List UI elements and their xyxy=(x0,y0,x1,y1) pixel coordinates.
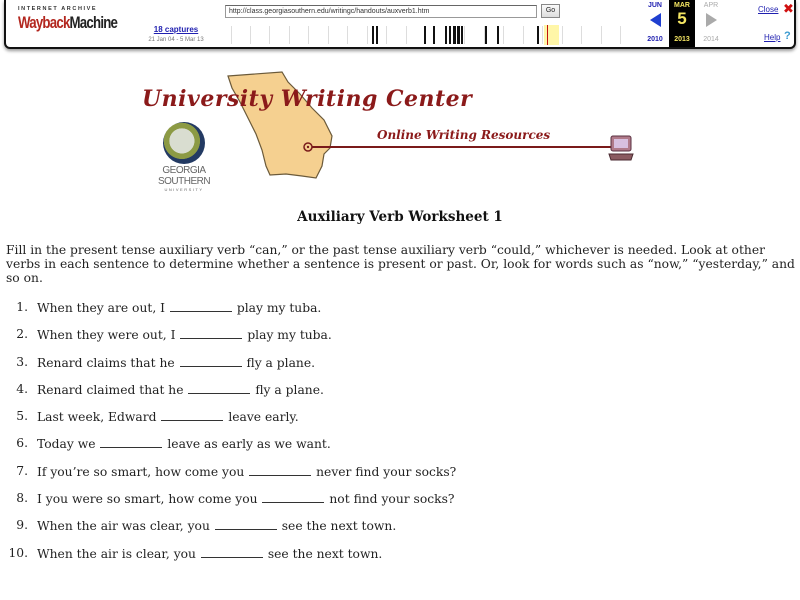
question-text-after: fly a plane. xyxy=(246,355,316,370)
logo-wayback-part: Wayback xyxy=(18,13,70,32)
question-item xyxy=(0,436,800,463)
question-text-before: Renard claims that he xyxy=(37,355,175,370)
question-number: 8. xyxy=(16,491,28,506)
answer-blank xyxy=(180,355,242,367)
page-title: Auxiliary Verb Worksheet 1 xyxy=(297,209,503,225)
online-writing-resources-title: Online Writing Resources xyxy=(377,128,551,142)
computer-icon xyxy=(607,134,635,162)
timeline-year-divider xyxy=(523,26,524,44)
timeline-year-divider xyxy=(601,26,602,44)
capture-bar[interactable] xyxy=(449,26,451,44)
timeline-year-divider xyxy=(581,26,582,44)
question-item xyxy=(0,409,800,436)
current-month: MAR xyxy=(674,2,690,9)
question-number: 3. xyxy=(16,354,28,369)
capture-bar[interactable] xyxy=(453,26,456,44)
answer-blank xyxy=(100,436,162,448)
close-icon[interactable]: ✖ xyxy=(783,2,794,17)
current-capture xyxy=(669,0,695,47)
timeline-year-divider xyxy=(250,26,251,44)
question-item xyxy=(0,464,800,491)
capture-bar[interactable] xyxy=(497,26,499,44)
answer-blank xyxy=(249,464,311,476)
captures-link[interactable]: 18 captures xyxy=(153,25,199,34)
timeline-year-divider xyxy=(406,26,407,44)
prev-arrow-icon[interactable] xyxy=(650,13,661,27)
timeline-year-divider xyxy=(269,26,270,44)
question-text-after: see the next town. xyxy=(281,519,397,534)
timeline-year-divider xyxy=(386,26,387,44)
timeline-year-divider xyxy=(464,26,465,44)
capture-bar[interactable] xyxy=(424,26,426,44)
current-day: 5 xyxy=(677,9,687,28)
timeline-year-divider xyxy=(620,26,621,44)
answer-blank xyxy=(201,546,263,558)
answer-blank xyxy=(215,518,277,530)
question-number: 7. xyxy=(16,463,28,478)
previous-capture[interactable] xyxy=(642,0,668,47)
current-capture-marker xyxy=(547,25,548,45)
answer-blank xyxy=(180,327,242,339)
capture-bar[interactable] xyxy=(372,26,374,44)
wayback-logo[interactable] xyxy=(18,6,118,42)
logo-text-southern: SOUTHERN xyxy=(157,176,211,187)
question-text-before: When the air is clear, you xyxy=(37,546,196,561)
go-button[interactable]: Go xyxy=(541,4,560,18)
captures-info xyxy=(141,25,211,43)
timeline-year-divider xyxy=(367,26,368,44)
question-text-after: play my tuba. xyxy=(236,301,322,315)
question-text-before: When the air was clear, you xyxy=(37,519,210,534)
logo-wayback-text xyxy=(18,13,118,32)
logo-machine-part: Machine xyxy=(69,13,118,32)
question-text-before: If you’re so smart, how come you xyxy=(37,464,245,479)
timeline-year-divider xyxy=(308,26,309,44)
question-text-before: I you were so smart, how come you xyxy=(37,492,258,507)
question-text-after: fly a plane. xyxy=(255,382,324,397)
next-arrow-icon xyxy=(706,13,717,27)
question-item xyxy=(0,327,800,354)
question-text-after: not find your socks? xyxy=(329,492,455,507)
capture-bar[interactable] xyxy=(485,26,487,44)
capture-bar[interactable] xyxy=(457,26,460,44)
timeline-year-divider xyxy=(347,26,348,44)
timeline-year-divider xyxy=(562,26,563,44)
timeline-year-divider xyxy=(503,26,504,44)
question-text-after: play my tuba. xyxy=(247,328,332,343)
question-item xyxy=(0,382,800,409)
question-text-before: Today we xyxy=(37,437,96,452)
help-link[interactable]: Help xyxy=(764,33,781,42)
url-input[interactable]: http://class.georgiasouthern.edu/writingc/handouts/auxverb1.htm xyxy=(225,5,537,18)
answer-blank xyxy=(170,300,232,312)
georgia-southern-logo xyxy=(154,122,214,192)
question-text-before: Last week, Edward xyxy=(37,410,157,425)
logo-text-university: UNIVERSITY xyxy=(164,187,204,192)
help-icon[interactable]: ? xyxy=(784,30,791,42)
current-year: 2013 xyxy=(674,36,690,43)
question-text-before: Renard claimed that he xyxy=(37,382,184,397)
answer-blank xyxy=(161,409,223,421)
answer-blank xyxy=(262,491,324,503)
next-capture xyxy=(698,0,724,47)
question-text-after: never find your socks? xyxy=(316,464,457,479)
capture-bar[interactable] xyxy=(445,26,447,44)
question-text-after: leave early. xyxy=(228,410,299,425)
capture-bar[interactable] xyxy=(376,26,378,44)
question-item xyxy=(0,491,800,518)
capture-bar[interactable] xyxy=(537,26,539,44)
answer-blank xyxy=(188,382,250,394)
logo-text-georgia: GEORGIA xyxy=(162,165,206,176)
timeline-year-divider xyxy=(328,26,329,44)
question-number: 4. xyxy=(16,381,28,396)
question-item xyxy=(0,300,800,327)
question-item xyxy=(0,546,800,573)
question-text-after: see the next town. xyxy=(267,546,383,561)
question-list xyxy=(0,300,800,573)
prev-year[interactable]: 2010 xyxy=(647,36,663,43)
capture-calendar xyxy=(642,0,726,47)
logo-internet-archive-text: INTERNET ARCHIVE xyxy=(18,6,98,12)
writing-center-title: University Writing Center xyxy=(142,86,473,112)
question-item xyxy=(0,355,800,382)
georgia-map-icon xyxy=(220,62,360,192)
question-number: 2. xyxy=(16,327,28,342)
question-text-before: When they were out, I xyxy=(37,328,176,343)
capture-timeline[interactable] xyxy=(211,24,641,46)
question-text-after: leave as early as we want. xyxy=(167,437,331,452)
wayback-toolbar xyxy=(4,0,796,49)
timeline-year-divider xyxy=(231,26,232,44)
prev-month[interactable]: JUN xyxy=(647,2,662,9)
connector-line xyxy=(303,142,613,152)
question-number: 1. xyxy=(16,300,28,314)
instructions: Fill in the present tense auxiliary verb “can,” or the past tense auxiliary verb “could,” whichever is needed. Look at other verbs in each sentence to determine whether a sentence is present or past. Or, look for words such as “now,” “yesterday,” and so on. xyxy=(6,243,795,285)
timeline-year-divider xyxy=(289,26,290,44)
question-number: 6. xyxy=(16,436,28,451)
close-link[interactable]: Close xyxy=(758,5,779,14)
timeline-year-divider xyxy=(542,26,543,44)
writing-center-banner xyxy=(140,62,660,192)
question-number: 10. xyxy=(8,545,28,560)
question-text-before: When they are out, I xyxy=(37,301,165,315)
question-number: 5. xyxy=(16,409,28,424)
question-number: 9. xyxy=(16,518,28,533)
question-item xyxy=(0,518,800,545)
capture-bar[interactable] xyxy=(461,26,463,44)
next-year: 2014 xyxy=(703,36,719,43)
eagle-emblem-icon xyxy=(163,122,205,164)
next-month: APR xyxy=(703,2,719,9)
captures-range: 21 Jan 04 - 5 Mar 13 xyxy=(148,37,204,43)
capture-bar[interactable] xyxy=(433,26,435,44)
